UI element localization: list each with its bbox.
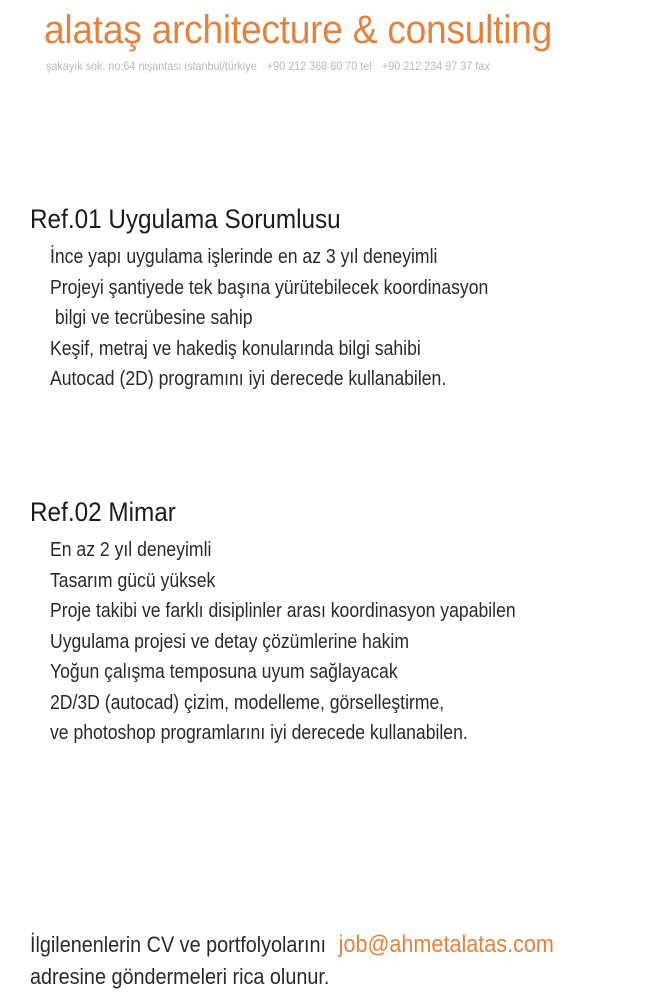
requirement-item: Autocad (2D) programını iyi derecede kullanabilen.: [50, 368, 447, 390]
footer-line-1: [30, 929, 554, 961]
requirement-item: Projeyi şantiyede tek başına yürütebilecek koordinasyon: [50, 276, 489, 299]
footer-line-2: adresine göndermeleri rica olunur.: [30, 964, 330, 989]
requirement-item: Keşif, metraj ve hakediş konularında bilgi sahibi: [50, 337, 421, 360]
job-ref-02: [30, 495, 579, 749]
job-title: Ref.01 Uygulama Sorumlusu: [30, 204, 341, 234]
address-text: şakayık sok. no:64 nişantası istanbul/türkiye: [46, 59, 257, 73]
requirement-item: En az 2 yıl deneyimli: [50, 539, 212, 561]
email-link[interactable]: job@ahmetalatas.com: [338, 931, 554, 958]
requirement-item: Uygulama projesi ve detay çözümlerine hakim: [50, 630, 410, 653]
phone-text: +90 212 368 80 70 tel: [266, 59, 372, 73]
requirement-item: Yoğun çalışma temposuna uyum sağlayacak: [50, 661, 398, 683]
job-title: Ref.02 Mimar: [30, 497, 176, 527]
contact-info: [46, 59, 497, 73]
application-instructions: [30, 929, 612, 993]
requirements-list: [50, 535, 579, 749]
requirement-item: İnce yapı uygulama işlerinde en az 3 yıl deneyimli: [50, 246, 438, 268]
footer-intro-text: İlgilenenlerin CV ve portfolyolarını: [30, 932, 327, 957]
requirement-item: Proje takibi ve farklı disiplinler arası koordinasyon yapabilen: [50, 600, 516, 622]
requirement-item: 2D/3D (autocad) çizim, modelleme, görselleştirme,: [50, 691, 445, 714]
company-name: alataş architecture & consulting: [44, 8, 553, 52]
requirements-list: [50, 242, 548, 395]
fax-text: +90 212 234 97 37 fax: [381, 59, 490, 73]
job-ref-01: [30, 202, 548, 395]
requirement-item: ve photoshop programlarını iyi derecede kullanabilen.: [50, 722, 468, 744]
requirement-item: Tasarım gücü yüksek: [50, 569, 216, 592]
requirement-item: bilgi ve tecrübesine sahip: [50, 307, 253, 329]
